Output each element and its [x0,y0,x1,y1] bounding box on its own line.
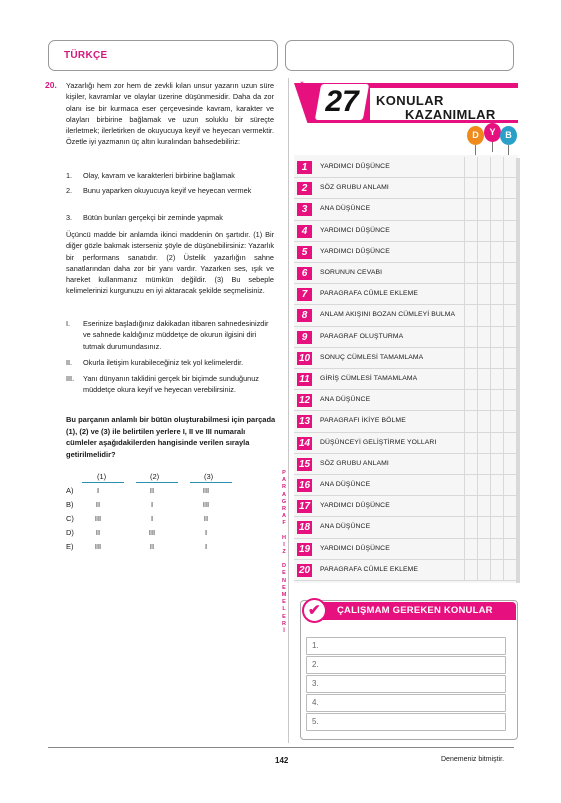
topic-checkbox[interactable] [464,178,477,199]
option-value: I [204,528,208,537]
topic-row [294,242,518,263]
topic-checkbox[interactable] [477,348,490,369]
strip-letter: A [282,491,286,498]
topic-label: PARAGRAFA CÜMLE EKLEME [320,290,419,298]
strip-letter: E [282,570,286,577]
option-value: II [203,514,209,523]
topic-checkbox[interactable] [464,433,477,454]
topic-checkbox[interactable] [503,305,516,326]
strip-letter: F [282,520,286,527]
topic-row [294,496,518,517]
topic-label: YARDIMCI DÜŞÜNCE [320,502,390,510]
topic-checkbox[interactable] [464,221,477,242]
topic-row [294,517,518,538]
balloon-icon-b: B [500,126,517,145]
topic-checkbox[interactable] [490,433,503,454]
topic-checkbox[interactable] [477,433,490,454]
topic-checkbox[interactable] [464,390,477,411]
strip-letter: R [282,484,286,491]
topic-checkbox[interactable] [477,454,490,475]
topic-number: 17 [298,501,311,513]
topic-checkbox[interactable] [503,496,516,517]
roman-item: II. Okurla iletişim kurabileceğiniz tek yol kelimelerdir. [66,358,244,367]
column-header: (1) [97,472,107,481]
topic-number: 12 [298,395,311,407]
topic-number: 2 [297,182,312,195]
topic-checkbox[interactable] [503,390,516,411]
study-title: ÇALIŞMAM GEREKEN KONULAR [337,605,493,616]
option-value: III [94,514,102,523]
topic-checkbox[interactable] [503,433,516,454]
topic-label: SÖZ GRUBU ANLAMI [320,459,389,467]
option-value: I [96,486,100,495]
topic-checkbox[interactable] [490,411,503,432]
option-value: II [95,528,101,537]
option-value: II [149,486,155,495]
topic-number: 4 [297,225,312,238]
subject-header [48,40,278,71]
topic-checkbox[interactable] [477,178,490,199]
topic-checkbox[interactable] [464,199,477,220]
strip-letter: E [282,584,286,591]
strip-letter [279,528,289,535]
topic-checkbox[interactable] [464,263,477,284]
topic-label: PARAGRAFA CÜMLE EKLEME [320,565,419,573]
topic-checkbox[interactable] [503,284,516,305]
series-label-vertical [279,470,289,650]
topic-checkbox[interactable] [503,157,516,178]
topic-checkbox[interactable] [477,475,490,496]
topic-checkbox[interactable] [490,496,503,517]
test-number: 27 [325,85,359,118]
rule-item: 1. Olay, kavram ve karakterleri birbirine bağlamak [66,171,235,180]
topic-checkbox[interactable] [464,284,477,305]
topic-checkbox[interactable] [464,517,477,538]
topic-checkbox[interactable] [477,157,490,178]
topic-checkbox[interactable] [503,199,516,220]
study-title-bar [317,602,516,620]
topic-number: 3 [297,203,312,216]
topic-row [294,221,518,242]
strip-letter: A [282,513,286,520]
strip-letter: I [283,541,285,548]
strip-letter: R [282,506,286,513]
roman-item: I. Eserinize başladığınız dakikadan itibaren sahnedesinizdir ve sahnede kaldığınız müddetçe de okurun ilgisini diri tutmak durumundasınız. [66,319,269,351]
topic-number: 16 [298,480,311,491]
panel-title-kazanimlar: KAZANIMLAR [405,107,496,122]
topic-checkbox[interactable] [503,242,516,263]
topic-checkbox[interactable] [464,496,477,517]
topic-label: GİRİŞ CÜMLESİ TAMAMLAMA [320,375,418,382]
topic-row [294,199,518,220]
study-line[interactable]: 3. [306,675,506,693]
option-label[interactable]: B) [66,500,74,509]
page-number: 142 [275,756,289,765]
topic-row [294,411,518,432]
topic-checkbox[interactable] [490,242,503,263]
check-icon: ✔ [302,598,327,623]
topic-number: 6 [297,267,312,280]
topic-checkbox[interactable] [490,157,503,178]
topic-label: YARDIMCI DÜŞÜNCE [320,544,390,552]
option-value: I [150,514,154,523]
strip-letter [279,556,289,563]
topic-label: SORUNUN CEVABI [320,269,383,276]
header-blank-box [285,40,514,71]
option-value: III [202,500,210,509]
topic-row [294,539,518,560]
topic-checkbox[interactable] [503,454,516,475]
topic-checkbox[interactable] [490,390,503,411]
topic-checkbox[interactable] [503,539,516,560]
balloon-string [475,145,476,155]
strip-letter: R [282,620,286,627]
topic-checkbox[interactable] [503,327,516,348]
topic-number: 18 [298,522,311,534]
option-value: I [150,500,154,509]
topic-checkbox[interactable] [490,199,503,220]
topic-checkbox[interactable] [477,517,490,538]
topic-checkbox[interactable] [490,517,503,538]
topic-checkbox[interactable] [477,390,490,411]
topic-checkbox[interactable] [490,305,503,326]
topic-checkbox[interactable] [503,221,516,242]
option-label[interactable]: C) [66,514,74,523]
topic-label: ANLAM AKIŞINI BOZAN CÜMLEYİ BULMA [320,311,456,319]
question-prompt: Bu parçanın anlamlı bir bütün oluşturabilmesi için parçada (1), (2) ve (3) ile belirtilen yerlere I, II ve III numaralı cümleler aşağıdakilerden hangisinde verilen sırayla getirilmelidir? [66,415,276,459]
topic-checkbox[interactable] [490,454,503,475]
balloon-icon-y: Y [484,123,501,142]
option-value: III [148,528,156,537]
topic-number: 20 [298,564,311,576]
topic-checkbox[interactable] [464,348,477,369]
topic-row [294,327,518,348]
end-note: Denemeniz bitmiştir. [441,756,505,763]
topic-checkbox[interactable] [503,517,516,538]
topic-checkbox[interactable] [477,263,490,284]
topic-label: SÖZ GRUBU ANLAMI [320,184,389,192]
column-header: (2) [150,472,160,481]
topic-checkbox[interactable] [477,539,490,560]
option-value: III [202,486,210,495]
topic-checkbox[interactable] [490,560,503,581]
topic-checkbox[interactable] [503,560,516,581]
topic-number: 5 [297,246,312,259]
strip-letter: N [282,577,286,584]
topic-row [294,348,518,369]
footer-divider [48,747,514,748]
topic-number: 9 [297,331,312,344]
column-divider [190,482,232,483]
topic-label: YARDIMCI DÜŞÜNCE [320,247,390,255]
topic-checkbox[interactable] [503,263,516,284]
option-value: II [95,500,101,509]
topic-checkbox[interactable] [477,496,490,517]
column-header: (3) [204,472,214,481]
topic-checkbox[interactable] [490,348,503,369]
option-label[interactable]: D) [66,528,74,537]
strip-letter: A [282,477,286,484]
strip-letter: D [282,563,286,570]
topic-checkbox[interactable] [477,221,490,242]
topic-label: YARDIMCI DÜŞÜNCE [320,226,390,234]
strip-letter: P [282,470,286,476]
topic-row [294,475,518,496]
topic-label: PARAGRAFI İKİYE BÖLME [320,417,406,425]
topic-checkbox[interactable] [464,560,477,581]
topic-label: YARDIMCI DÜŞÜNCE [320,163,390,170]
topic-checkbox[interactable] [464,369,477,390]
topic-row [294,433,518,454]
option-value: I [204,542,208,551]
topic-checkbox[interactable] [464,475,477,496]
topic-label: DÜŞÜNCEYİ GELİŞTİRME YOLLARI [320,438,437,446]
topic-checkbox[interactable] [490,539,503,560]
strip-letter: Z [282,549,286,556]
question-intro: Yazarlığı hem zor hem de zevkli kılan unsur yazarın uzun süre kişiler, kavramlar ve olaylar üzerine düşünmesidir. Daha da zor olanı ise bir kurmaca eser çerçevesinde kavram, karakter ve olayları birbirine bağlamak ve uzun soluklu bir süreçte ilerletmek; ilerletirken de okuyucuya keyif ve heyecan vermektir. Özetle iyi yazmanın üç altın kuralından bahsedebiliriz: [66,81,274,147]
topic-checkbox[interactable] [503,369,516,390]
topic-checkbox[interactable] [477,305,490,326]
topic-number: 14 [298,437,311,449]
topic-number: 1 [297,161,312,174]
column-divider [136,482,178,483]
topic-label: ANA DÜŞÜNCE [320,396,371,404]
topic-checkbox[interactable] [477,327,490,348]
topic-row [294,305,518,326]
strip-letter: L [282,606,286,613]
topic-row [294,390,518,411]
topic-checkbox[interactable] [464,327,477,348]
option-label[interactable]: A) [66,486,74,495]
topic-checkbox[interactable] [503,411,516,432]
column-divider [82,482,124,483]
topic-checkbox[interactable] [490,178,503,199]
topic-number: 11 [297,373,312,386]
roman-item: III. Yanı dünyanın taklidini gerçek bir biçimde sunduğunuz müddetçe okura keyif ve heyecan verebilirsiniz. [66,374,259,395]
topic-label: SONUÇ CÜMLESİ TAMAMLAMA [320,353,424,361]
topic-row [294,284,518,305]
topic-row [294,157,518,178]
topic-checkbox[interactable] [490,284,503,305]
rule-item: 2. Bunu yaparken okuyucuya keyif ve heyecan vermek [66,186,252,195]
subject-title: TÜRKÇE [64,50,108,61]
topic-row [294,454,518,475]
topic-checkbox[interactable] [503,475,516,496]
balloon-string [508,145,509,155]
option-label[interactable]: E) [66,542,74,551]
balloon-string [492,142,493,152]
balloon-icon-d: D [467,126,484,145]
topic-label: ANA DÜŞÜNCE [320,205,371,213]
topic-label: ANA DÜŞÜNCE [320,523,371,531]
topic-number: 7 [297,288,312,301]
strip-letter: E [282,599,286,606]
panel-title-konular: KONULAR [376,93,444,108]
question-number: 20. [45,80,57,90]
topic-number: 13 [298,416,311,428]
topic-checkbox[interactable] [477,369,490,390]
topic-checkbox[interactable] [464,157,477,178]
strip-letter: H [282,534,286,541]
topic-checkbox[interactable] [477,560,490,581]
topic-checkbox[interactable] [477,242,490,263]
topic-checkbox[interactable] [464,411,477,432]
strip-letter: M [281,592,287,599]
topic-number: 10 [298,352,311,364]
study-line[interactable]: 4. [306,694,506,712]
strip-letter: G [281,498,287,505]
topic-checkbox[interactable] [490,221,503,242]
topic-number: 8 [297,309,312,322]
option-value: II [149,542,155,551]
topic-checkbox[interactable] [477,411,490,432]
topic-checkbox[interactable] [503,178,516,199]
study-line[interactable]: 1. [306,637,506,655]
topic-checkbox[interactable] [464,242,477,263]
topic-checkbox[interactable] [477,284,490,305]
strip-letter: İ [283,628,285,635]
topic-number: 15 [298,458,311,470]
study-line[interactable]: 2. [306,656,506,674]
topic-checkbox[interactable] [503,348,516,369]
topic-row [294,560,518,581]
topic-row [294,263,518,284]
option-value: III [94,542,102,551]
topic-checkbox[interactable] [464,305,477,326]
rule-item: 3. Bütün bunları gerçekçi bir zeminde yapmak [66,213,223,222]
question-body: Üçüncü madde bir anlamda ikinci maddenin ön şartıdır. (1) Bir diğer gözle bakmak isterseniz şöyle de düşünebilirsiniz: Yazarlık bir performans sanatıdır. (2) Üstelik yazarlığın sahne sanatlarından daha zor bir yanı vardır. Yazarken ses, ışık ve hareket kullanmanız mümkün değildir. (3) Bu sebeple kelimelerinizi kurgunuzu en iyi aktaracak şekilde seçmelisiniz. [66,230,274,296]
strip-letter: E [282,613,286,620]
topic-label: PARAGRAF OLUŞTURMA [320,332,404,340]
topic-label: ANA DÜŞÜNCE [320,481,371,488]
topic-number: 19 [298,543,311,555]
topic-checkbox[interactable] [490,369,503,390]
topic-checkbox[interactable] [464,539,477,560]
topic-checkbox[interactable] [464,454,477,475]
double-arrow-icon: » [300,80,304,87]
topic-checkbox[interactable] [490,327,503,348]
topic-row [294,178,518,199]
topic-checkbox[interactable] [477,199,490,220]
topic-checkbox[interactable] [490,475,503,496]
test-number-box [315,84,369,120]
topic-row [294,369,518,390]
study-line[interactable]: 5. [306,713,506,731]
topic-checkbox[interactable] [490,263,503,284]
